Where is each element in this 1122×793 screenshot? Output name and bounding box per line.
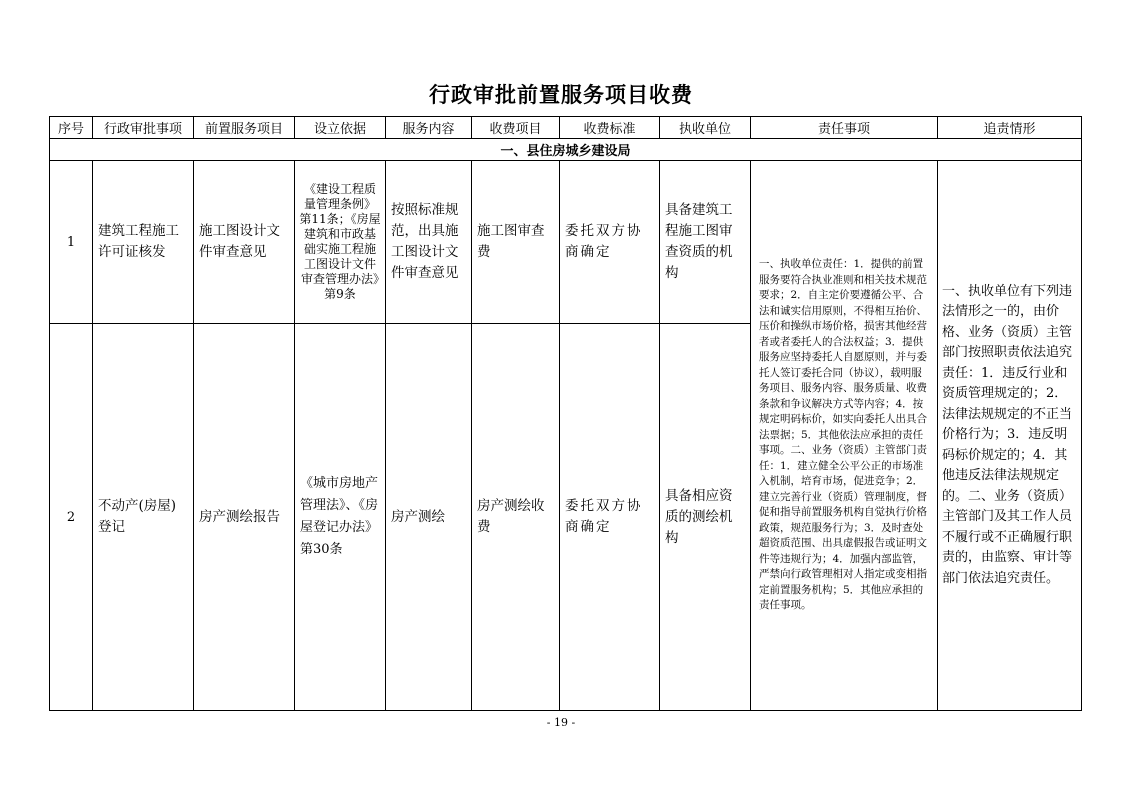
table-row [50,161,1082,324]
row-fee-standard: 委托双方协商确定 [560,161,660,324]
row-approval: 建筑工程施工许可证核发 [93,161,194,324]
header-approval: 行政审批事项 [93,117,194,139]
row-service: 房产测绘报告 [194,324,295,711]
table-header-row [50,117,1082,139]
row-content: 房产测绘 [386,324,472,711]
section-title: 一、县住房城乡建设局 [50,139,1082,161]
row-fee-standard: 委托双方协商确定 [560,324,660,711]
page-number: - 19 - [546,716,576,729]
row-fee-item: 房产测绘收费 [472,324,560,711]
row-no: 1 [50,161,93,324]
header-service: 前置服务项目 [194,117,295,139]
row-collector: 具备相应资质的测绘机构 [660,324,751,711]
header-accountability: 追责情形 [938,117,1082,139]
row-collector: 具备建筑工程施工图审查资质的机构 [660,161,751,324]
row-service: 施工图设计文件审查意见 [194,161,295,324]
row-no: 2 [50,324,93,711]
section-row [50,139,1082,161]
row-approval: 不动产(房屋)登记 [93,324,194,711]
row-basis: 《城市房地产管理法》、《房屋登记办法》第30条 [295,324,386,711]
header-basis: 设立依据 [295,117,386,139]
row-content: 按照标准规范，出具施工图设计文件审查意见 [386,161,472,324]
row-basis: 《建设工程质量管理条例》第11条；《房屋建筑和市政基础实施工程施工图设计文件审查管理办法》第9条 [295,161,386,324]
header-collector: 执收单位 [660,117,751,139]
header-fee-standard: 收费标准 [560,117,660,139]
header-content: 服务内容 [386,117,472,139]
row-fee-item: 施工图审查费 [472,161,560,324]
page-title: 行政审批前置服务项目收费 [429,83,693,107]
accountability-text: 一、执收单位有下列违法情形之一的，由价格、业务（资质）主管部门按照职责依法追究责任：1．违反行业和资质管理规定的；2．法律法规规定的不正当价格行为；3．违反明码标价规定的；4．其他违反法律法规规定的。二、业务（资质）主管部门及其工作人员不履行或不正确履行职责的，由监察、审计等部门依法追究责任。 [938,161,1082,711]
fee-table [49,116,1082,711]
header-no: 序号 [50,117,93,139]
header-responsibility: 责任事项 [751,117,938,139]
responsibility-text: 一、执收单位责任：1．提供的前置服务要符合执业准则和相关技术规范要求；2．自主定价要遵循公平、合法和诚实信用原则，不得相互抬价、压价和操纵市场价格，损害其他经营者或者委托人的合法权益；3．提供服务应坚持委托人自愿原则，并与委托人签订委托合同（协议），载明服务项目、服务内容、服务质量、收费条款和争议解决方式等内容；4．按规定明码标价，如实向委托人出具合法票据；5．其他依法应承担的责任事项。二、业务（资质）主管部门责任：1．建立健全公平公正的市场准入机制，培育市场，促进竞争；2．建立完善行业（资质）管理制度，督促和指导前置服务机构自觉执行价格政策，规范服务行为；3．及时查处超资质范围、出具虚假报告或证明文件等违规行为；4．加强内部监管，严禁向行政管理相对人指定或变相指定前置服务机构；5．其他应承担的责任事项。 [751,161,938,711]
header-fee-item: 收费项目 [472,117,560,139]
